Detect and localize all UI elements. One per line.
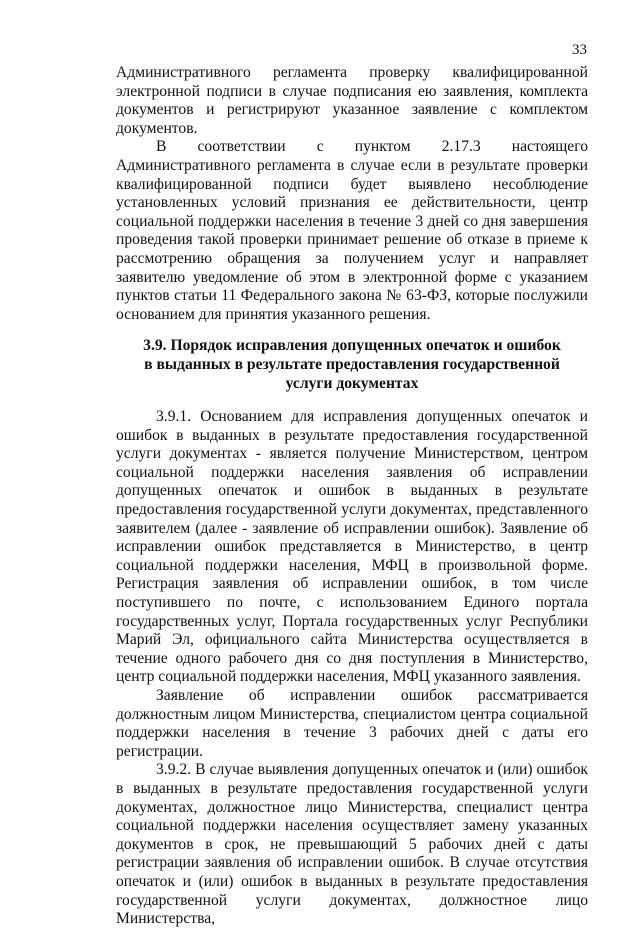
body-paragraph: 3.9.2. В случае выявления допущенных опечаток и (или) ошибок в выданных в результате предоставления государственной услуги документах, должностное лицо Министерства, специалист центра социальной поддержки населения осуществляет замену указанных документов в срок, не превышающий 5 рабочих дней с даты регистрации заявления об исправлении ошибок. В случае отсутствия опечаток и (или) ошибок в выданных в результате предоставления государственной услуги документах, должностное лицо Министерства, — [116, 761, 588, 928]
body-paragraph: Заявление об исправлении ошибок рассматривается должностным лицом Министерства, специалистом центра социальной поддержки населения в течение 3 рабочих дней с даты его регистрации. — [116, 687, 588, 760]
section-heading-line: 3.9. Порядок исправления допущенных опечаток и ошибок — [143, 337, 561, 355]
section-heading-line: услуги документах — [285, 374, 419, 392]
body-paragraph: 3.9.1. Основанием для исправления допущенных опечаток и ошибок в выданных в результате предоставления государственной услуги документах - является получение Министерством, центром социальной поддержки населения заявления об исправлении допущенных опечаток и ошибок в выданных в результате предоставления государственной услуги документах, представленного заявителем (далее - заявление об исправлении ошибок). Заявление об исправлении ошибок представляется в Министерство, в центр социальной поддержки населения, МФЦ в произвольной форме. Регистрация заявления об исправлении ошибок, в том числе поступившего по почте, с использованием Единого портала государственных услуг, Портала государственных услуг Республики Марий Эл, официального сайта Министерства осуществляется в течение одного рабочего дня со дня поступления в Министерство, центр социальной поддержки населения, МФЦ указанного заявления. — [116, 408, 588, 686]
page-number: 33 — [572, 42, 587, 58]
body-paragraph: В соответствии с пунктом 2.17.3 настоящего Административного регламента в случае если в результате проверки квалифицированной подписи будет выявлено несоблюдение установленных условий признания ее действительности, центр социальной поддержки населения в течение 3 дней со дня завершения проведения такой проверки принимает решение об отказе в приеме к рассмотрению обращения за получением услуг и направляет заявителю уведомление об этом в электронной форме с указанием пунктов статьи 11 Федерального закона № 63-ФЗ, которые послужили основанием для принятия указанного решения. — [116, 138, 588, 323]
section-heading — [116, 337, 588, 393]
body-paragraph: Административного регламента проверку квалифицированной электронной подписи в случае подписания ею заявления, комплекта документов и регистрируют указанное заявление с комплектом документов. — [116, 64, 588, 137]
section-heading-line: в выданных в результате предоставления государственной — [144, 355, 560, 373]
document-body — [116, 64, 588, 929]
